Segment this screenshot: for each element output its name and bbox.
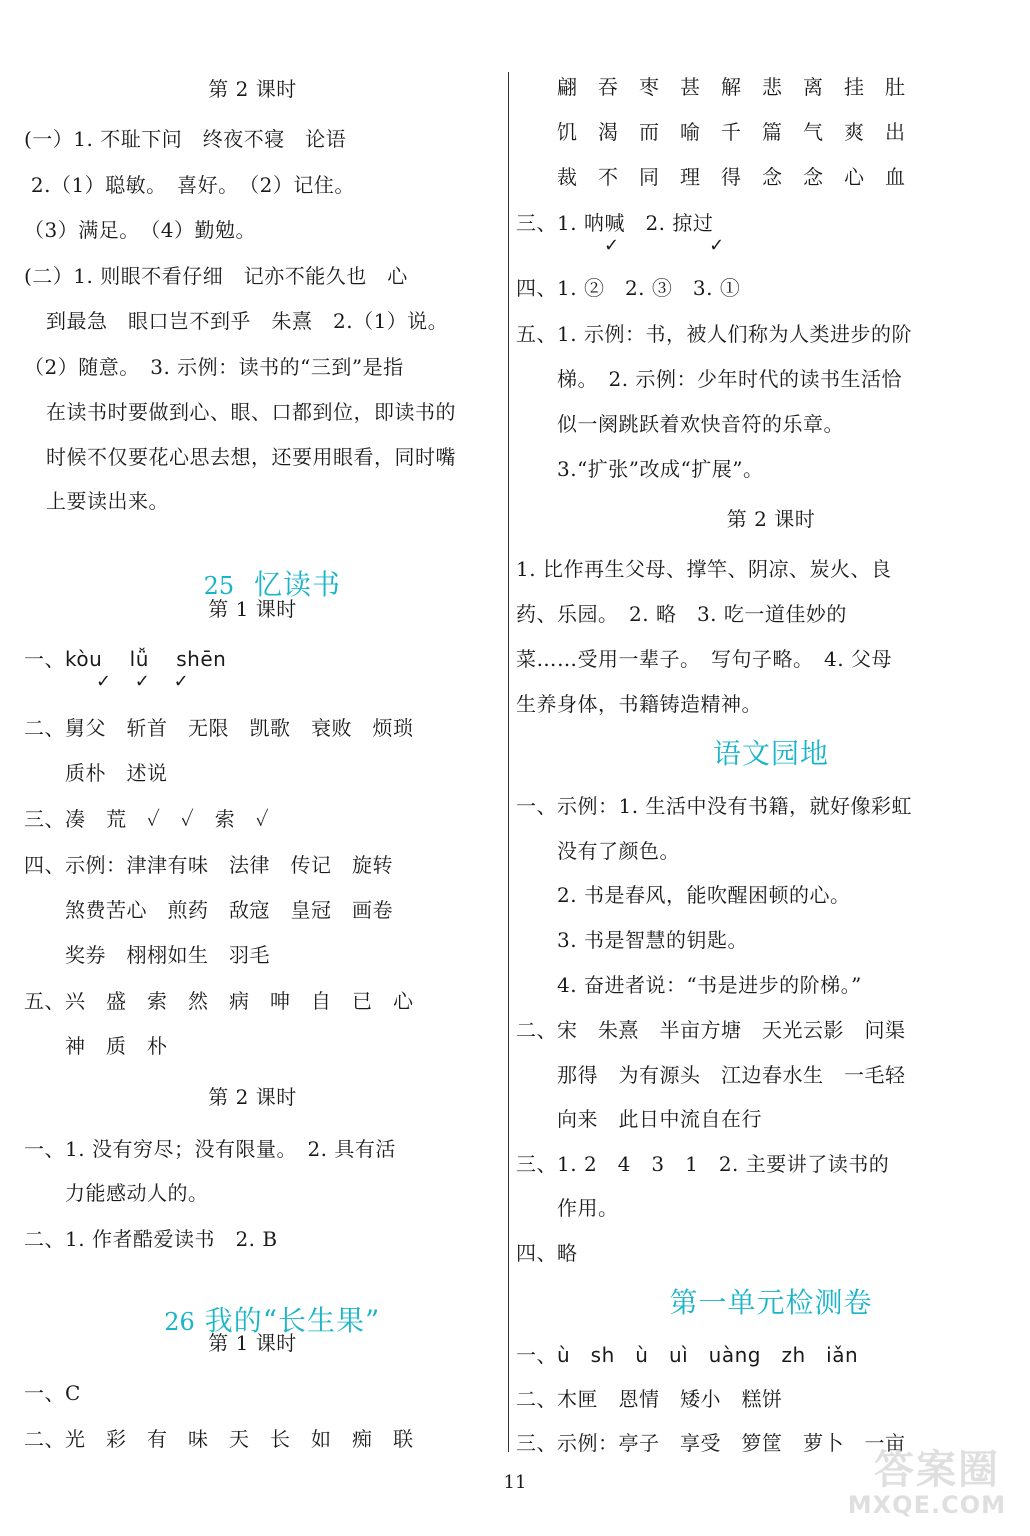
answer-line: 作用。 bbox=[516, 1196, 619, 1220]
answer-line: 裁 不 同 理 得 念 念 心 血 bbox=[516, 165, 906, 189]
answer-line: 上要读出来。 bbox=[46, 489, 169, 513]
answer-line: 梯。 2. 示例：少年时代的读书生活恰 bbox=[516, 367, 902, 391]
section-name: 忆读书 bbox=[253, 568, 341, 601]
answer-line: （2）随意。 3. 示例：读书的“三到”是指 bbox=[24, 355, 404, 379]
lesson-heading: 第 2 课时 bbox=[726, 507, 816, 531]
answer-line: 2. 书是春风，能吹醒困顿的心。 bbox=[516, 883, 851, 907]
answer-line: 二、宋 朱熹 半亩方塘 天光云影 问渠 bbox=[516, 1018, 906, 1042]
answer-line: 四、示例：津津有味 法律 传记 旋转 bbox=[24, 853, 393, 877]
answer-line: 那得 为有源头 江边春水生 一毛轻 bbox=[516, 1063, 906, 1087]
answer-line: （3）满足。 （4）勤勉。 bbox=[24, 218, 256, 242]
answer-line: 二、木匣 恩情 矮小 糕饼 bbox=[516, 1387, 783, 1411]
answer-line: 1. 比作再生父母、撑竿、阴凉、炭火、良 bbox=[516, 557, 892, 581]
answer-line: 三、凑 荒 ✓ ✓ 索 ✓ bbox=[24, 807, 270, 831]
lesson-heading: 第 1 课时 bbox=[208, 597, 297, 621]
page-number: 11 bbox=[503, 1472, 527, 1493]
answer-line: 五、兴 盛 索 然 病 呻 自 已 心 bbox=[24, 989, 414, 1013]
answer-line: 3.“扩张”改成“扩展”。 bbox=[516, 457, 764, 481]
check-marks: ✓ ✓ bbox=[604, 235, 725, 256]
answer-line: (二）1. 则眼不看仔细 记亦不能久也 心 bbox=[24, 264, 408, 288]
answer-line: 3. 书是智慧的钥匙。 bbox=[516, 928, 748, 952]
answer-line: 三、1. 呐喊 2. 掠过 bbox=[516, 211, 714, 235]
answer-line: 时候不仅要花心思去想，还要用眼看，同时嘴 bbox=[46, 445, 456, 469]
pinyin-line: 一、kòu lǚ shēn bbox=[24, 647, 227, 671]
answer-line: 一、示例：1. 生活中没有书籍，就好像彩虹 bbox=[516, 794, 912, 818]
answer-line: 生养身体，书籍铸造精神。 bbox=[516, 692, 762, 716]
answer-line: 一、1. 没有穷尽；没有限量。 2. 具有活 bbox=[24, 1137, 396, 1161]
answer-line: (一）1. 不耻下问 终夜不寝 论语 bbox=[24, 127, 347, 151]
answer-line: 向来 此日中流自在行 bbox=[516, 1107, 762, 1131]
answer-line: 菜……受用一辈子。 写句子略。 4. 父母 bbox=[516, 647, 892, 671]
section-title bbox=[0, 1270, 505, 1373]
answer-line: 三、示例：亭子 享受 箩筐 萝卜 一亩 bbox=[516, 1431, 906, 1455]
answer-line: 一、C bbox=[24, 1381, 81, 1405]
answer-line: 没有了颜色。 bbox=[516, 839, 680, 863]
section-title: 语文园地 bbox=[712, 737, 829, 770]
watermark-logo bbox=[822, 1448, 1012, 1518]
answer-line: 质朴 述说 bbox=[24, 761, 168, 785]
answer-line: 药、乐园。 2. 略 3. 吃一道佳妙的 bbox=[516, 602, 847, 626]
answer-line: 到最急 眼口岂不到乎 朱熹 2.（1）说。 bbox=[46, 309, 449, 333]
answer-line: 三、1. 2 4 3 1 2. 主要讲了读书的 bbox=[516, 1152, 890, 1176]
lesson-heading: 第 1 课时 bbox=[208, 1331, 297, 1355]
pinyin-line: 一、ù sh ù uì uàng zh iǎn bbox=[516, 1343, 859, 1367]
answer-line: 神 质 朴 bbox=[24, 1034, 168, 1058]
lesson-heading: 第 2 课时 bbox=[208, 1085, 297, 1109]
answer-line: 在读书时要做到心、眼、口都到位，即读书的 bbox=[46, 400, 456, 424]
section-title: 第一单元检测卷 bbox=[669, 1286, 873, 1319]
answer-line: 二、舅父 斩首 无限 凯歌 衰败 烦琐 bbox=[24, 716, 414, 740]
watermark-url: MXQE.COM bbox=[847, 1491, 1006, 1519]
column-divider bbox=[508, 72, 509, 1452]
section-number: 26 bbox=[164, 1308, 195, 1336]
answer-line: 二、1. 作者酷爱读书 2. B bbox=[24, 1227, 278, 1251]
answer-line: 四、略 bbox=[516, 1241, 578, 1265]
check-marks: ✓ ✓ ✓ bbox=[96, 671, 189, 692]
watermark-text: 答案圈 bbox=[874, 1447, 1000, 1493]
answer-line: 翩 吞 枣 甚 解 悲 离 挂 肚 bbox=[516, 75, 906, 99]
answer-line: 饥 渴 而 喻 千 篇 气 爽 出 bbox=[516, 120, 906, 144]
answer-line: 五、1. 示例：书，被人们称为人类进步的阶 bbox=[516, 322, 912, 346]
lesson-heading: 第 2 课时 bbox=[208, 77, 297, 101]
answer-line: 力能感动人的。 bbox=[24, 1181, 209, 1205]
answer-line: 四、1. ② 2. ③ 3. ① bbox=[516, 276, 741, 300]
answer-line: 奖券 栩栩如生 羽毛 bbox=[24, 943, 270, 967]
answer-line: 似一阕跳跃着欢快音符的乐章。 bbox=[516, 412, 844, 436]
answer-line: 2.（1）聪敏。 喜好。 （2）记住。 bbox=[24, 173, 355, 197]
answer-line: 二、光 彩 有 味 天 长 如 痴 联 bbox=[24, 1427, 414, 1451]
answer-line: 煞费苦心 煎药 敌寇 皇冠 画卷 bbox=[24, 898, 393, 922]
section-name: 我的“长生果” bbox=[204, 1304, 381, 1337]
answer-line: 4. 奋进者说：“书是进步的阶梯。” bbox=[516, 973, 862, 997]
section-number: 25 bbox=[203, 572, 235, 600]
